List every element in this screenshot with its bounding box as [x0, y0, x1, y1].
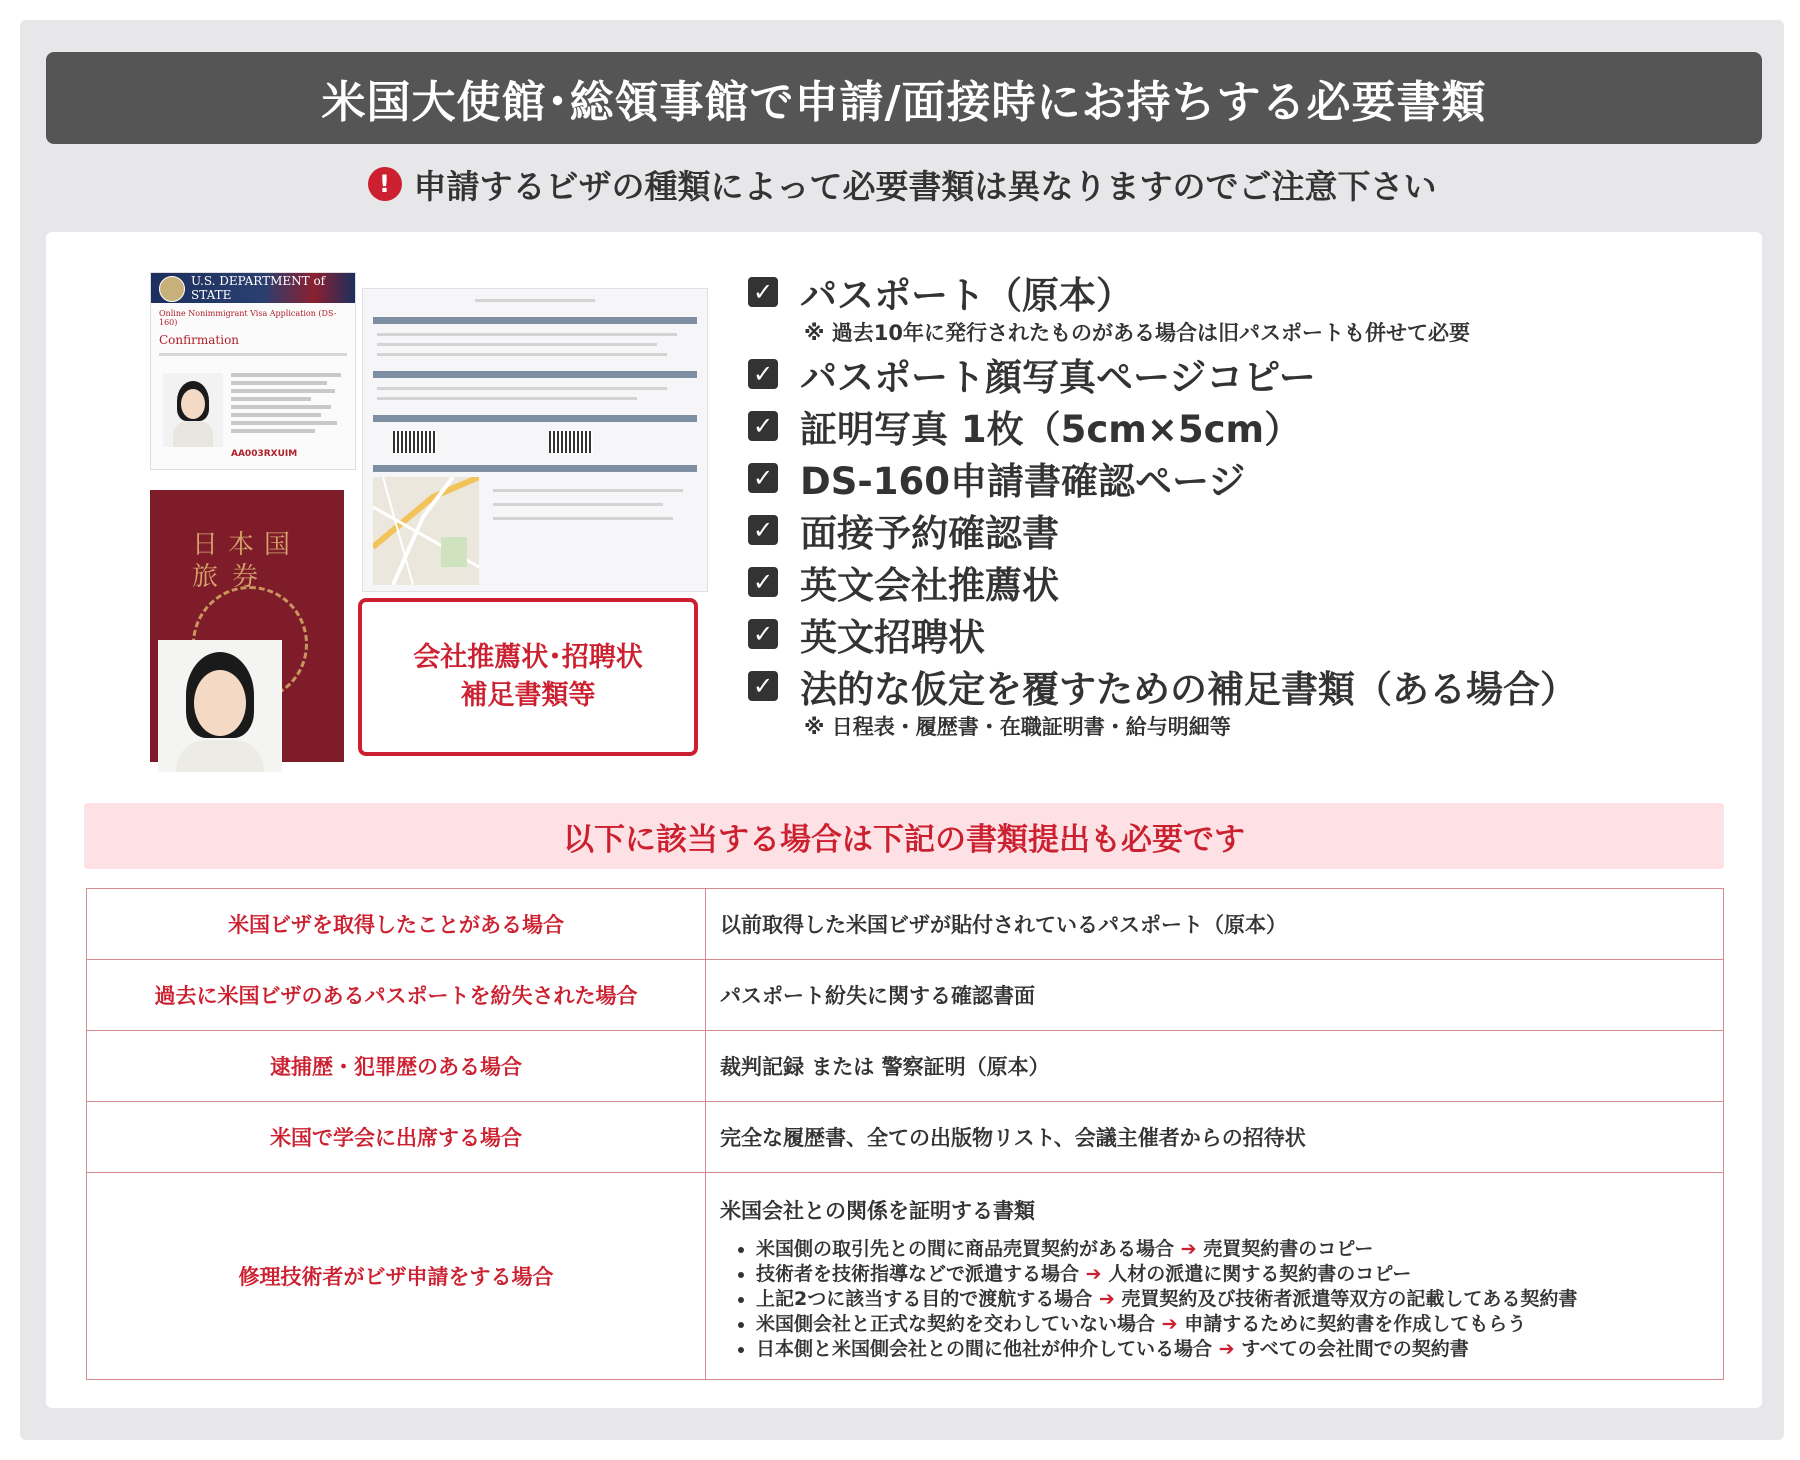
arrow-right-icon: ➔	[1218, 1337, 1235, 1360]
checklist-item	[748, 348, 1748, 400]
checklist-note: ※ 過去10年に発行されたものがある場合は旧パスポートも併せて必要	[804, 321, 1470, 345]
arrow-right-icon: ➔	[1161, 1312, 1178, 1335]
checklist-label: DS-160申請書確認ページ	[800, 460, 1246, 503]
checklist-label: パスポート（原本）	[800, 274, 1133, 317]
list-item: • 米国側会社と正式な契約を交わしていない場合 ➔ 申請するために契約書を作成してもらう	[756, 1312, 1722, 1337]
passport-title: 日本国	[192, 530, 301, 560]
checklist-label: 英文招聘状	[800, 616, 985, 659]
checklist-item	[748, 452, 1748, 504]
checklist-label: 面接予約確認書	[800, 512, 1059, 555]
page-title: 米国大使館･総領事館で申請/面接時にお持ちする必要書類	[46, 52, 1762, 144]
list-item: • 日本側と米国側会社との間に他社が仲介している場合 ➔ すべての会社間での契約書	[756, 1337, 1722, 1362]
table-row	[87, 1031, 1724, 1102]
checklist-item	[748, 266, 1748, 318]
barcode-icon	[549, 431, 593, 453]
map-image	[373, 477, 479, 585]
table-row	[87, 889, 1724, 960]
condition-cell: 修理技術者がビザ申請をする場合	[87, 1173, 706, 1380]
applicant-photo	[158, 640, 282, 772]
notice	[0, 162, 1800, 206]
checklist-label: 英文会社推薦状	[800, 564, 1059, 607]
document-cell: 以前取得した米国ビザが貼付されているパスポート（原本）	[706, 889, 1724, 960]
table-row	[87, 1173, 1724, 1380]
supporting-documents-line2: 補足書類等	[460, 680, 596, 711]
condition-cell: 米国ビザを取得したことがある場合	[87, 889, 706, 960]
arrow-right-icon: ➔	[1085, 1262, 1102, 1285]
checkbox-icon: ✓	[748, 359, 778, 389]
checklist-note: ※ 日程表・履歴書・在職証明書・給与明細等	[804, 715, 1231, 739]
checkbox-icon: ✓	[748, 463, 778, 493]
checkbox-icon: ✓	[748, 411, 778, 441]
ds160-confirmation-label: Confirmation	[159, 333, 240, 347]
checklist-item	[748, 660, 1748, 712]
ds160-confirmation-image	[150, 272, 356, 470]
ds160-fields	[231, 369, 351, 437]
condition-cell: 米国で学会に出席する場合	[87, 1102, 706, 1173]
checklist-item	[748, 504, 1748, 556]
supporting-documents-box	[358, 598, 698, 756]
list-item: • 米国側の取引先との間に商品売買契約がある場合 ➔ 売買契約書のコピー	[756, 1237, 1722, 1262]
ds160-barcode-code: AA003RXUIM	[231, 449, 298, 459]
checkbox-icon: ✓	[748, 671, 778, 701]
checklist-label: 証明写真 1枚（5cm×5cm）	[800, 408, 1302, 451]
passport-subtitle: 旅券	[192, 562, 273, 592]
table-row	[87, 1102, 1724, 1173]
additional-documents-table	[86, 888, 1724, 1380]
checklist-item	[748, 556, 1748, 608]
checkbox-icon: ✓	[748, 515, 778, 545]
exclamation-circle-icon: !	[368, 167, 402, 201]
checkbox-icon: ✓	[748, 619, 778, 649]
checklist-label: 法的な仮定を覆すための補足書類（ある場合）	[800, 668, 1577, 711]
condition-cell: 過去に米国ビザのあるパスポートを紛失された場合	[87, 960, 706, 1031]
list-item: • 技術者を技術指導などで派遣する場合 ➔ 人材の派遣に関する契約書のコピー	[756, 1262, 1722, 1287]
contract-cases-list	[720, 1237, 1722, 1362]
barcode-icon	[393, 431, 437, 453]
supporting-documents-line1: 会社推薦状･招聘状	[413, 642, 643, 673]
document-cell: 裁判記録 または 警察証明（原本）	[706, 1031, 1724, 1102]
document-cell: 完全な履歴書、全ての出版物リスト、会議主催者からの招待状	[706, 1102, 1724, 1173]
interview-confirmation-image	[362, 288, 708, 592]
required-documents-checklist	[748, 266, 1748, 742]
state-seal-icon	[159, 276, 185, 302]
condition-cell: 逮捕歴・犯罪歴のある場合	[87, 1031, 706, 1102]
checklist-label: パスポート顔写真ページコピー	[800, 356, 1316, 399]
ds160-header-text: U.S. DEPARTMENT of STATE	[191, 274, 326, 302]
applicant-photo-small	[163, 373, 223, 447]
passport-image	[150, 490, 344, 762]
checklist-item	[748, 608, 1748, 660]
notice-text: 申請するビザの種類によって必要書類は異なりますのでご注意下さい	[413, 166, 1437, 206]
additional-documents-banner: 以下に該当する場合は下記の書類提出も必要です	[84, 803, 1724, 869]
arrow-right-icon: ➔	[1098, 1287, 1115, 1310]
checkbox-icon: ✓	[748, 567, 778, 597]
arrow-right-icon: ➔	[1180, 1237, 1197, 1260]
document-cell	[706, 1173, 1724, 1380]
checkbox-icon: ✓	[748, 277, 778, 307]
checklist-item	[748, 400, 1748, 452]
document-cell: パスポート紛失に関する確認書面	[706, 960, 1724, 1031]
list-item: • 上記2つに該当する目的で渡航する場合 ➔ 売買契約及び技術者派遣等双方の記載してある契約書	[756, 1287, 1722, 1312]
table-row	[87, 960, 1724, 1031]
document-title: 米国会社との関係を証明する書類	[720, 1198, 1035, 1223]
ds160-header	[151, 273, 355, 303]
ds160-subtitle: Online Nonimmigrant Visa Application (DS-160)	[159, 309, 337, 327]
ds160-line	[159, 353, 347, 356]
